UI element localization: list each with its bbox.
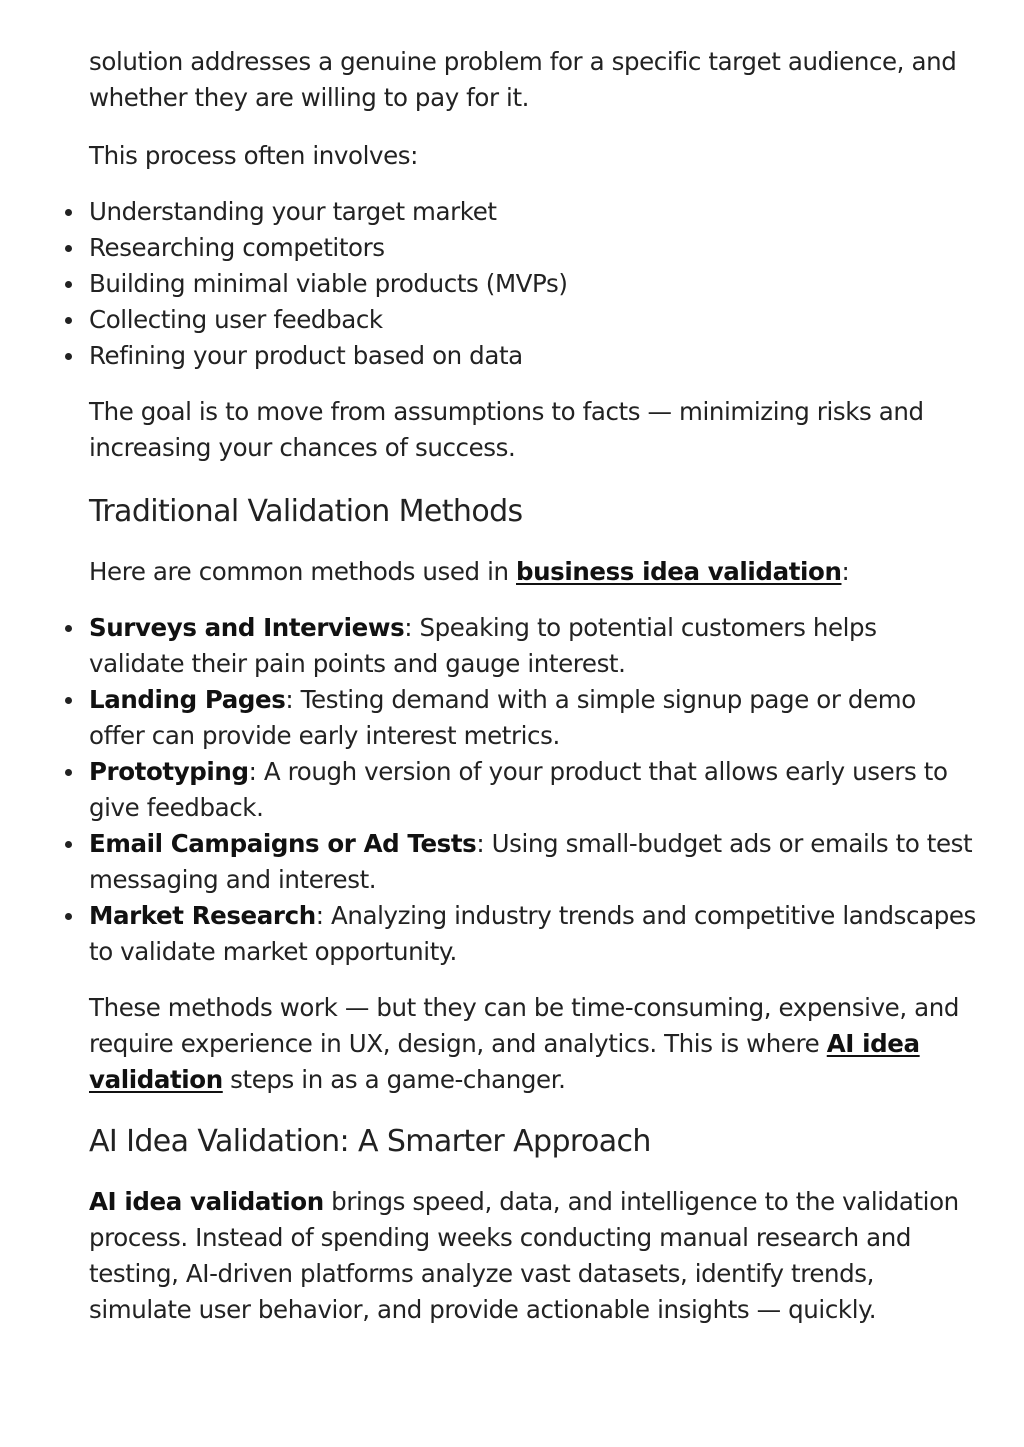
method-description: : Analyzing industry trends and competitive landscapes to validate market opportunity. — [89, 901, 976, 966]
list-item: Collecting user feedback — [89, 302, 974, 338]
closing-text: These methods work — but they can be time-consuming, expensive, and require experience in UX, design, and analytics. This is where — [89, 993, 960, 1058]
methods-closing-paragraph — [89, 990, 974, 1098]
method-name: Market Research — [89, 901, 316, 930]
method-name: Email Campaigns or Ad Tests — [89, 829, 477, 858]
list-item: Refining your product based on data — [89, 338, 974, 374]
methods-lead-colon: : — [841, 557, 850, 586]
intro-paragraph: solution addresses a genuine problem for a specific target audience, and whether they are willing to pay for it. — [89, 47, 957, 112]
goal-paragraph: The goal is to move from assumptions to facts — minimizing risks and increasing your chances of success. — [89, 397, 924, 462]
methods-lead — [89, 554, 974, 590]
list-item: Building minimal viable products (MVPs) — [89, 266, 974, 302]
methods-lead-text: Here are common methods used in — [89, 557, 516, 586]
list-item: Understanding your target market — [89, 194, 974, 230]
method-description: : Using small-budget ads or emails to test messaging and interest. — [89, 829, 973, 894]
method-name: Surveys and Interviews — [89, 613, 405, 642]
process-lead: This process often involves: — [89, 141, 418, 170]
method-description: : A rough version of your product that allows early users to give feedback. — [89, 757, 948, 822]
list-item — [89, 610, 978, 682]
business-idea-validation-link[interactable]: business idea validation — [516, 557, 842, 586]
ai-paragraph — [89, 1184, 974, 1328]
method-name: Prototyping — [89, 757, 249, 786]
ai-paragraph-text: brings speed, data, and intelligence to the validation process. Instead of spending weeks conducting manual research and testing, AI-driven platforms analyze vast datasets, identify trends, simulate user behavior, and provide actionable insights — quickly. — [89, 1187, 959, 1324]
ai-idea-validation-link[interactable]: AI idea validation — [89, 1029, 920, 1094]
method-description: : Speaking to potential customers helps validate their pain points and gauge interest. — [89, 613, 877, 678]
list-item: Researching competitors — [89, 230, 974, 266]
process-list — [89, 194, 974, 374]
section-heading-ai: AI Idea Validation: A Smarter Approach — [89, 1124, 651, 1159]
method-description: : Testing demand with a simple signup page or demo offer can provide early interest metrics. — [89, 685, 916, 750]
section-heading-traditional: Traditional Validation Methods — [89, 494, 523, 529]
list-item — [89, 898, 978, 970]
closing-text-end: steps in as a game-changer. — [222, 1065, 566, 1094]
ai-bold-lead: AI idea validation — [89, 1187, 324, 1216]
list-item — [89, 826, 978, 898]
list-item — [89, 754, 978, 826]
list-item — [89, 682, 978, 754]
methods-list — [89, 610, 974, 970]
method-name: Landing Pages — [89, 685, 286, 714]
